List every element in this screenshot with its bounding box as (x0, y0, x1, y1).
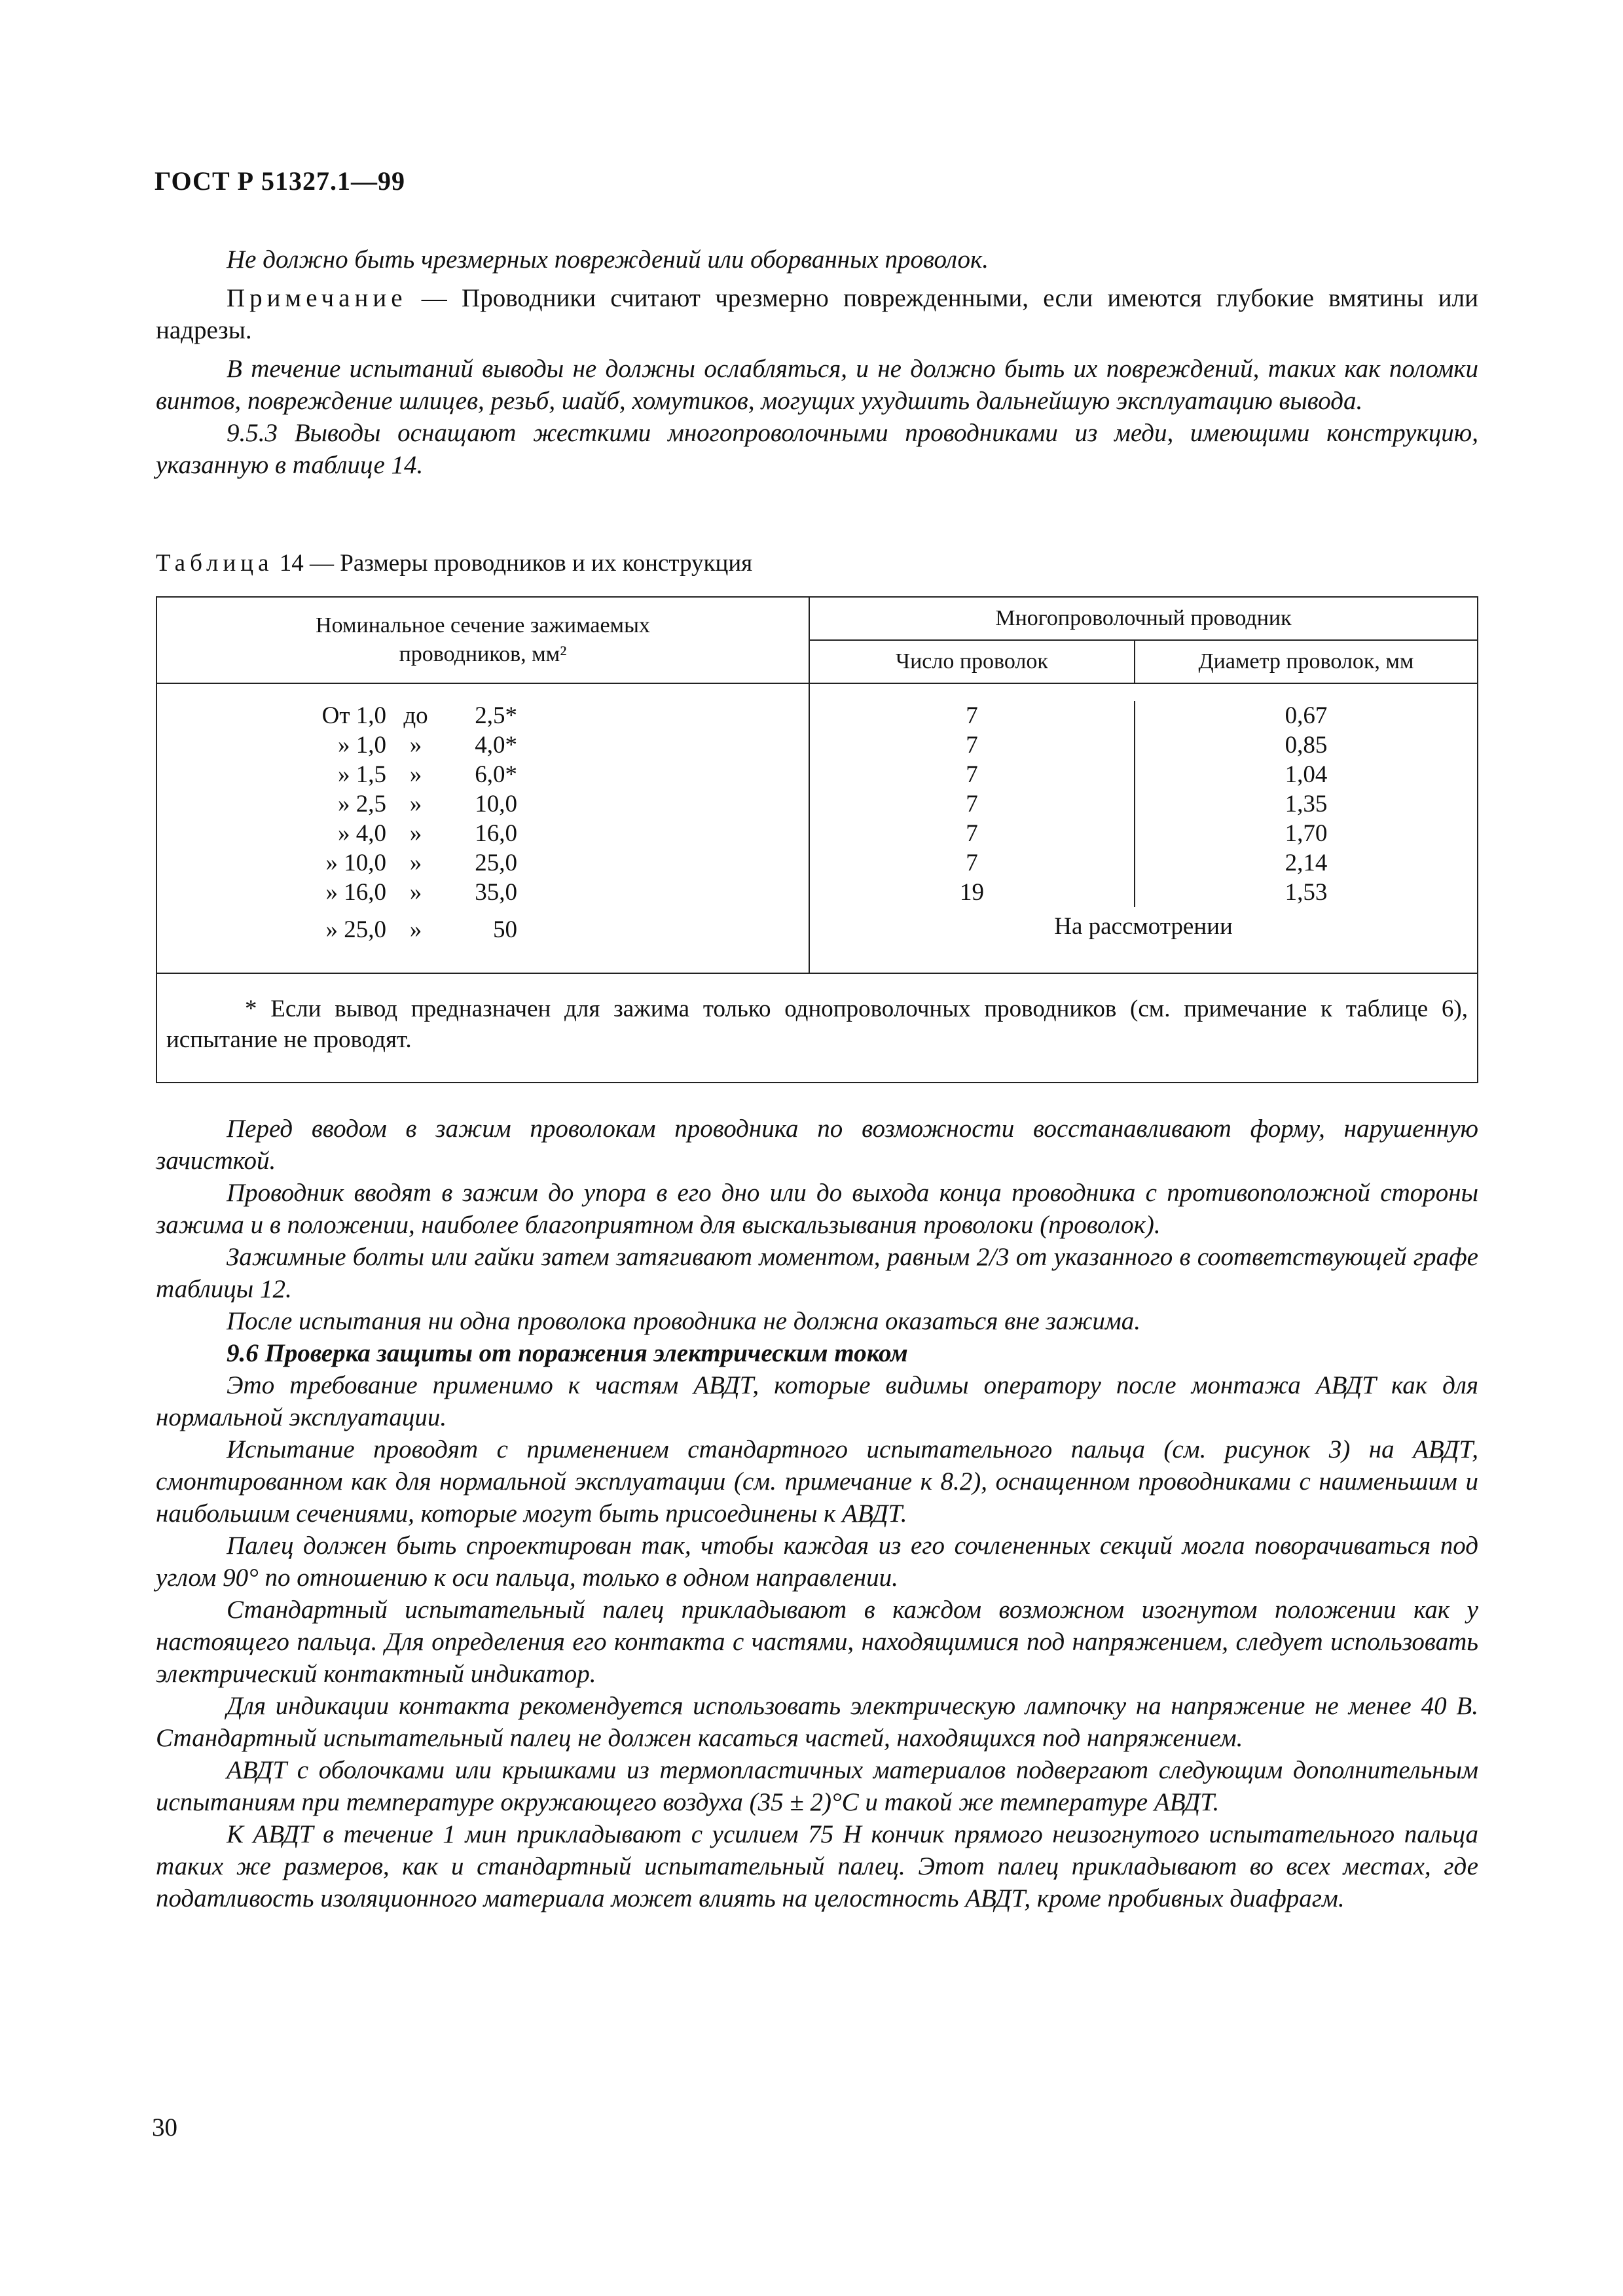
section-heading: 9.6 Проверка защиты от поражения электрическим током (227, 1339, 908, 1367)
paragraph: Для индикации контакта рекомендуется использовать электрическую лампочку на напряжение не менее 40 В. Стандартный испытательный палец не должен касаться частей, находящихся под напряжением. (156, 1692, 1478, 1752)
table-row: От 1,0 до 2,5* (321, 702, 517, 729)
paragraph: Зажимные болты или гайки затем затягивают моментом, равным 2/3 от указанного в соответствующей графе таблицы 12. (156, 1243, 1478, 1303)
paragraph: Палец должен быть спроектирован так, чтобы каждая из его сочлененных секций могла поворачиваться под углом 90° по отношению к оси пальца, только в одном направлении. (156, 1532, 1478, 1592)
table-caption-text: 14 — Размеры проводников и их конструкция (273, 550, 753, 577)
paragraph: Испытание проводят с применением стандартного испытательного пальца (см. рисунок 3) на АВДТ, смонтированном как для нормальной эксплуатации (см. примечание к 8.2), оснащенном проводниками с наименьшим и наибольшим сечениями, которые могут быть присоединены к АВДТ. (156, 1435, 1478, 1528)
header-section: Номинальное сечение зажимаемых проводников, мм² (156, 597, 809, 683)
note-label: Примечание (227, 284, 407, 312)
table-row: » 1,5 » 6,0* (338, 761, 517, 788)
table-row: » 4,0 » 16,0 (338, 820, 517, 847)
paragraph: Стандартный испытательный палец прикладывают в каждом возможном изогнутом положении как у настоящего пальца. Для определения его контакта с частями, находящимися под напряжением, следует использовать электрический контактный индикатор. (156, 1596, 1478, 1688)
paragraph: Не должно быть чрезмерных повреждений или оборванных проволок. (227, 245, 989, 274)
values-area (809, 683, 1478, 973)
header-count: Число проволок (809, 640, 1135, 683)
paragraph: Перед вводом в зажим проволокам проводника по возможности восстанавливают форму, нарушенную зачисткой. (156, 1115, 1478, 1175)
page-number: 30 (152, 2113, 177, 2142)
paragraph: 9.5.3 Выводы оснащают жесткими многопроволочными проводниками из меди, имеющими конструкцию, указанную в таблице 14. (156, 419, 1478, 479)
paragraph: Проводник вводят в зажим до упора в его дно или до выхода конца проводника с противоположной стороны зажима и в положении, наиболее благоприятном для выскальзывания проволоки (проволок). (156, 1179, 1478, 1239)
under-review-cell: На рассмотрении (1054, 913, 1233, 940)
table-caption (156, 548, 752, 579)
paragraph: Это требование применимо к частям АВДТ, которые видимы оператору после монтажа АВДТ как для нормальной эксплуатации. (156, 1371, 1478, 1431)
paragraph: После испытания ни одна проволока проводника не должна оказаться вне зажима. (227, 1307, 1141, 1335)
table-row: » 10,0 » 25,0 (325, 850, 517, 876)
table-footnote: * Если вывод предназначен для зажима только однопроволочных проводников (см. примечание к таблице 6), испытание не проводят. (156, 973, 1478, 1083)
paragraph: АВДТ с оболочками или крышками из термопластичных материалов подвергают следующим дополнительным испытаниям при температуре окружающего воздуха (35 ± 2)°С и такой же температуре АВДТ. (156, 1756, 1478, 1816)
diameter-column: 0,67 0,85 1,04 1,35 1,70 2,14 1,53 (1285, 702, 1328, 906)
header-diameter: Диаметр проволок, мм (1135, 640, 1478, 683)
paragraph: В течение испытаний выводы не должны ослабляться, и не должно быть их повреждений, таких как поломки винтов, повреждение шлицев, резьб, шайб, хомутиков, могущих ухудшить дальнейшую эксплуатацию вывода. (156, 355, 1478, 415)
body-text-block (156, 1113, 1478, 1914)
count-column: 7 7 7 7 7 7 19 (810, 701, 1135, 907)
table-row: » 25,0 » 50 (325, 916, 517, 943)
document-header: ГОСТ Р 51327.1—99 (155, 166, 406, 196)
table-row: » 16,0 » 35,0 (325, 879, 517, 906)
table-row: » 2,5 » 10,0 (338, 791, 517, 817)
top-text-block (156, 243, 1478, 481)
table-caption-label: Таблица (156, 550, 274, 577)
paragraph: К АВДТ в течение 1 мин прикладывают с усилием 75 Н кончик прямого неизогнутого испытательного пальца таких же размеров, как и стандартный испытательный палец. Этот палец прикладывают во всех местах, где податливость изоляционного материала может влиять на целостность АВДТ, кроме пробивных диафрагм. (156, 1820, 1478, 1912)
note-paragraph (156, 282, 1478, 346)
conductor-table (156, 596, 1478, 1083)
note-text: — Проводники считают чрезмерно поврежденными, если имеются глубокие вмятины или надрезы. (156, 284, 1478, 344)
header-group: Многопроволочный проводник (809, 597, 1478, 640)
section-column (156, 683, 809, 973)
table-row: » 1,0 » 4,0* (338, 732, 517, 759)
